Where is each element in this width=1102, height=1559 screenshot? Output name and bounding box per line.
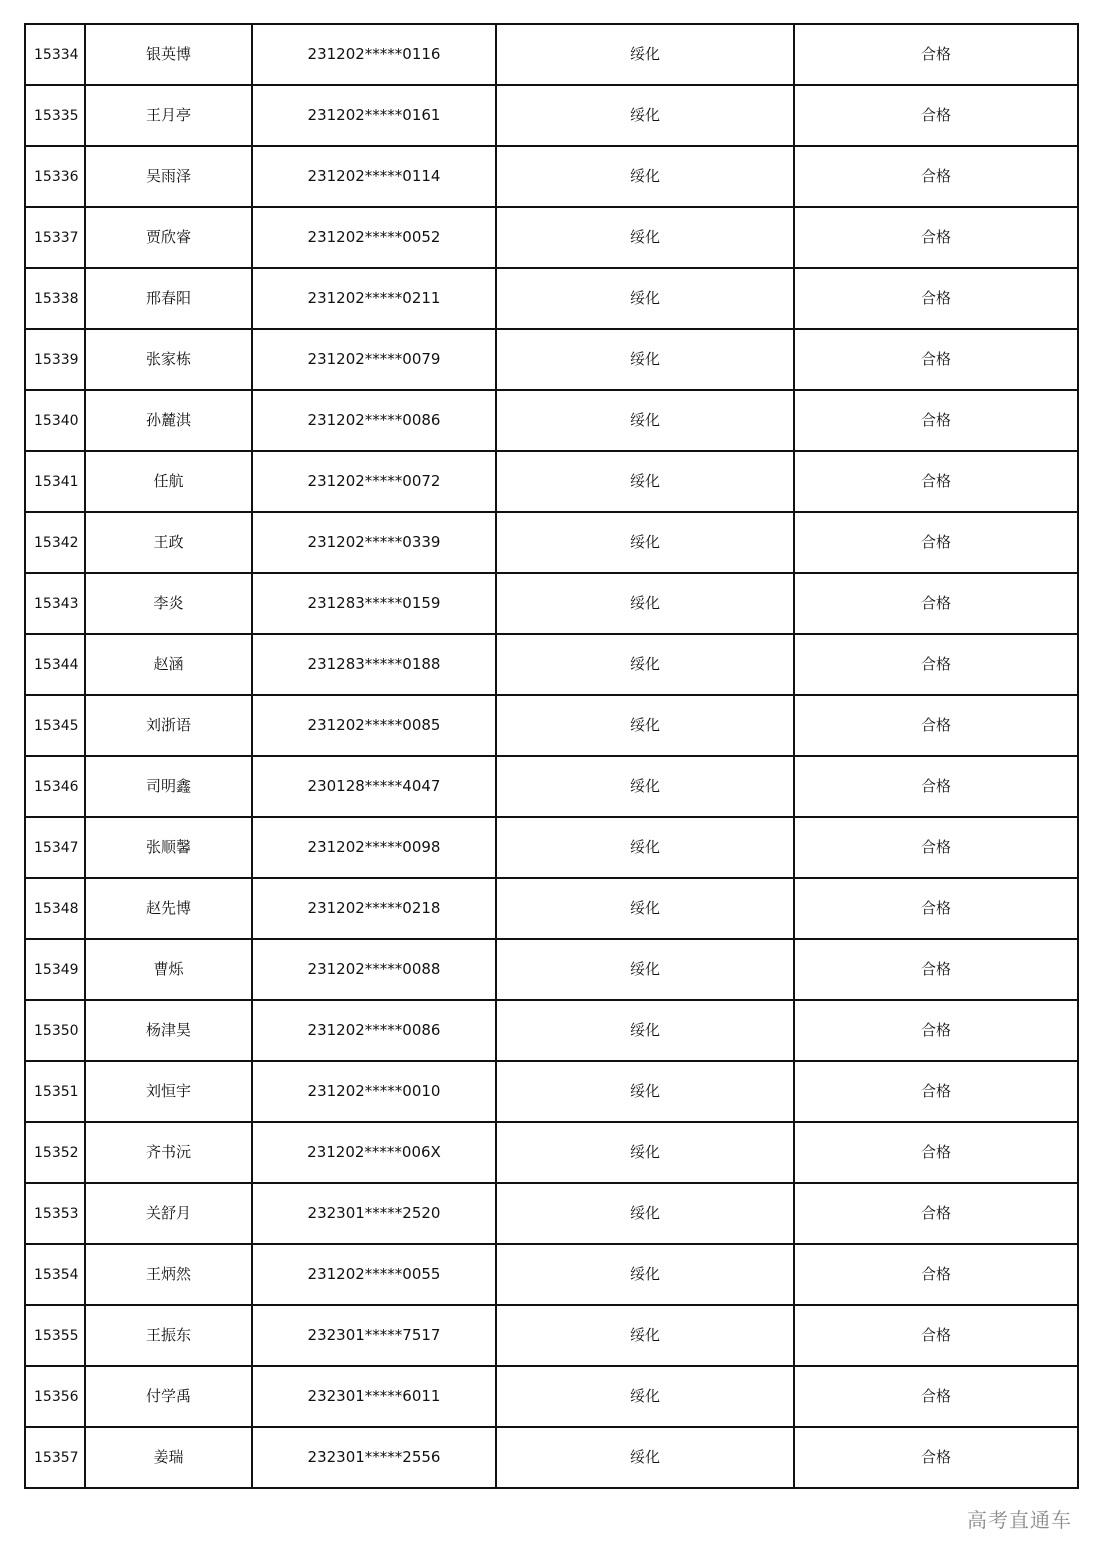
cell-result: 合格 [794,85,1078,146]
cell-city: 绥化 [496,878,794,939]
table-row [25,268,1078,329]
cell-name: 刘恒宇 [85,1061,252,1122]
cell-serial-number: 15340 [25,390,85,451]
cell-name: 王月亭 [85,85,252,146]
table-row [25,1061,1078,1122]
cell-serial-number: 15345 [25,695,85,756]
cell-result: 合格 [794,451,1078,512]
cell-name: 曹烁 [85,939,252,1000]
table-row [25,1000,1078,1061]
cell-name: 张顺馨 [85,817,252,878]
cell-result: 合格 [794,268,1078,329]
cell-city: 绥化 [496,634,794,695]
cell-id-number: 232301*****2556 [252,1427,496,1488]
cell-id-number: 231202*****0079 [252,329,496,390]
cell-result: 合格 [794,1427,1078,1488]
cell-result: 合格 [794,1305,1078,1366]
table-row [25,1305,1078,1366]
cell-name: 赵先博 [85,878,252,939]
cell-result: 合格 [794,939,1078,1000]
cell-name: 王政 [85,512,252,573]
results-table [24,23,1079,1489]
cell-city: 绥化 [496,1183,794,1244]
cell-id-number: 231202*****0218 [252,878,496,939]
cell-serial-number: 15356 [25,1366,85,1427]
cell-city: 绥化 [496,1366,794,1427]
cell-city: 绥化 [496,817,794,878]
cell-id-number: 231202*****0098 [252,817,496,878]
cell-name: 邢春阳 [85,268,252,329]
cell-serial-number: 15352 [25,1122,85,1183]
cell-name: 姜瑞 [85,1427,252,1488]
watermark-text: 高考直通车 [965,1504,1074,1533]
table-body [25,24,1078,1488]
cell-result: 合格 [794,817,1078,878]
cell-id-number: 231283*****0159 [252,573,496,634]
cell-city: 绥化 [496,756,794,817]
cell-name: 孙麓淇 [85,390,252,451]
cell-city: 绥化 [496,24,794,85]
table-row [25,756,1078,817]
cell-serial-number: 15335 [25,85,85,146]
cell-name: 司明鑫 [85,756,252,817]
cell-city: 绥化 [496,695,794,756]
cell-serial-number: 15343 [25,573,85,634]
cell-city: 绥化 [496,573,794,634]
cell-result: 合格 [794,1183,1078,1244]
table-row [25,878,1078,939]
cell-id-number: 231202*****0088 [252,939,496,1000]
cell-id-number: 231202*****0116 [252,24,496,85]
cell-name: 齐书沅 [85,1122,252,1183]
cell-serial-number: 15353 [25,1183,85,1244]
cell-id-number: 232301*****7517 [252,1305,496,1366]
table-row [25,939,1078,1000]
cell-serial-number: 15341 [25,451,85,512]
cell-serial-number: 15351 [25,1061,85,1122]
cell-city: 绥化 [496,207,794,268]
cell-name: 付学禹 [85,1366,252,1427]
cell-name: 刘浙语 [85,695,252,756]
table-row [25,573,1078,634]
cell-serial-number: 15346 [25,756,85,817]
cell-name: 关舒月 [85,1183,252,1244]
cell-serial-number: 15348 [25,878,85,939]
cell-id-number: 231202*****0339 [252,512,496,573]
cell-result: 合格 [794,329,1078,390]
cell-id-number: 231202*****006X [252,1122,496,1183]
cell-city: 绥化 [496,390,794,451]
cell-city: 绥化 [496,1122,794,1183]
cell-result: 合格 [794,756,1078,817]
cell-result: 合格 [794,1366,1078,1427]
cell-name: 李炎 [85,573,252,634]
cell-serial-number: 15349 [25,939,85,1000]
cell-id-number: 231202*****0114 [252,146,496,207]
cell-name: 张家栋 [85,329,252,390]
cell-result: 合格 [794,634,1078,695]
cell-id-number: 231283*****0188 [252,634,496,695]
cell-name: 吴雨泽 [85,146,252,207]
cell-name: 杨津昊 [85,1000,252,1061]
cell-id-number: 232301*****6011 [252,1366,496,1427]
cell-name: 贾欣睿 [85,207,252,268]
cell-city: 绥化 [496,268,794,329]
cell-city: 绥化 [496,451,794,512]
cell-id-number: 231202*****0211 [252,268,496,329]
cell-serial-number: 15344 [25,634,85,695]
cell-city: 绥化 [496,1061,794,1122]
table-row [25,1366,1078,1427]
table-row [25,1183,1078,1244]
table-row [25,1244,1078,1305]
cell-id-number: 231202*****0086 [252,390,496,451]
cell-name: 赵涵 [85,634,252,695]
cell-city: 绥化 [496,512,794,573]
table-row [25,1427,1078,1488]
cell-result: 合格 [794,1061,1078,1122]
cell-serial-number: 15350 [25,1000,85,1061]
cell-name: 任航 [85,451,252,512]
cell-city: 绥化 [496,329,794,390]
cell-id-number: 231202*****0052 [252,207,496,268]
table-row [25,85,1078,146]
cell-id-number: 230128*****4047 [252,756,496,817]
cell-id-number: 231202*****0161 [252,85,496,146]
cell-id-number: 231202*****0072 [252,451,496,512]
cell-city: 绥化 [496,939,794,1000]
cell-serial-number: 15347 [25,817,85,878]
cell-result: 合格 [794,146,1078,207]
cell-result: 合格 [794,695,1078,756]
cell-city: 绥化 [496,1427,794,1488]
cell-id-number: 231202*****0085 [252,695,496,756]
cell-serial-number: 15336 [25,146,85,207]
cell-serial-number: 15337 [25,207,85,268]
cell-id-number: 231202*****0086 [252,1000,496,1061]
cell-serial-number: 15342 [25,512,85,573]
cell-serial-number: 15357 [25,1427,85,1488]
cell-city: 绥化 [496,146,794,207]
cell-name: 王炳然 [85,1244,252,1305]
cell-result: 合格 [794,1000,1078,1061]
table-row [25,390,1078,451]
cell-name: 银英博 [85,24,252,85]
cell-id-number: 231202*****0055 [252,1244,496,1305]
cell-city: 绥化 [496,1305,794,1366]
cell-serial-number: 15339 [25,329,85,390]
table-row [25,512,1078,573]
table-row [25,24,1078,85]
cell-result: 合格 [794,1244,1078,1305]
cell-serial-number: 15338 [25,268,85,329]
table-row [25,817,1078,878]
cell-result: 合格 [794,207,1078,268]
cell-id-number: 231202*****0010 [252,1061,496,1122]
cell-city: 绥化 [496,1244,794,1305]
cell-result: 合格 [794,390,1078,451]
table-row [25,207,1078,268]
cell-serial-number: 15355 [25,1305,85,1366]
cell-result: 合格 [794,878,1078,939]
cell-city: 绥化 [496,1000,794,1061]
cell-city: 绥化 [496,85,794,146]
cell-result: 合格 [794,24,1078,85]
cell-serial-number: 15354 [25,1244,85,1305]
table-row [25,451,1078,512]
cell-serial-number: 15334 [25,24,85,85]
table-row [25,146,1078,207]
table-row [25,329,1078,390]
table-row [25,1122,1078,1183]
cell-name: 王振东 [85,1305,252,1366]
table-row [25,634,1078,695]
table-row [25,695,1078,756]
cell-result: 合格 [794,1122,1078,1183]
cell-result: 合格 [794,573,1078,634]
cell-result: 合格 [794,512,1078,573]
cell-id-number: 232301*****2520 [252,1183,496,1244]
